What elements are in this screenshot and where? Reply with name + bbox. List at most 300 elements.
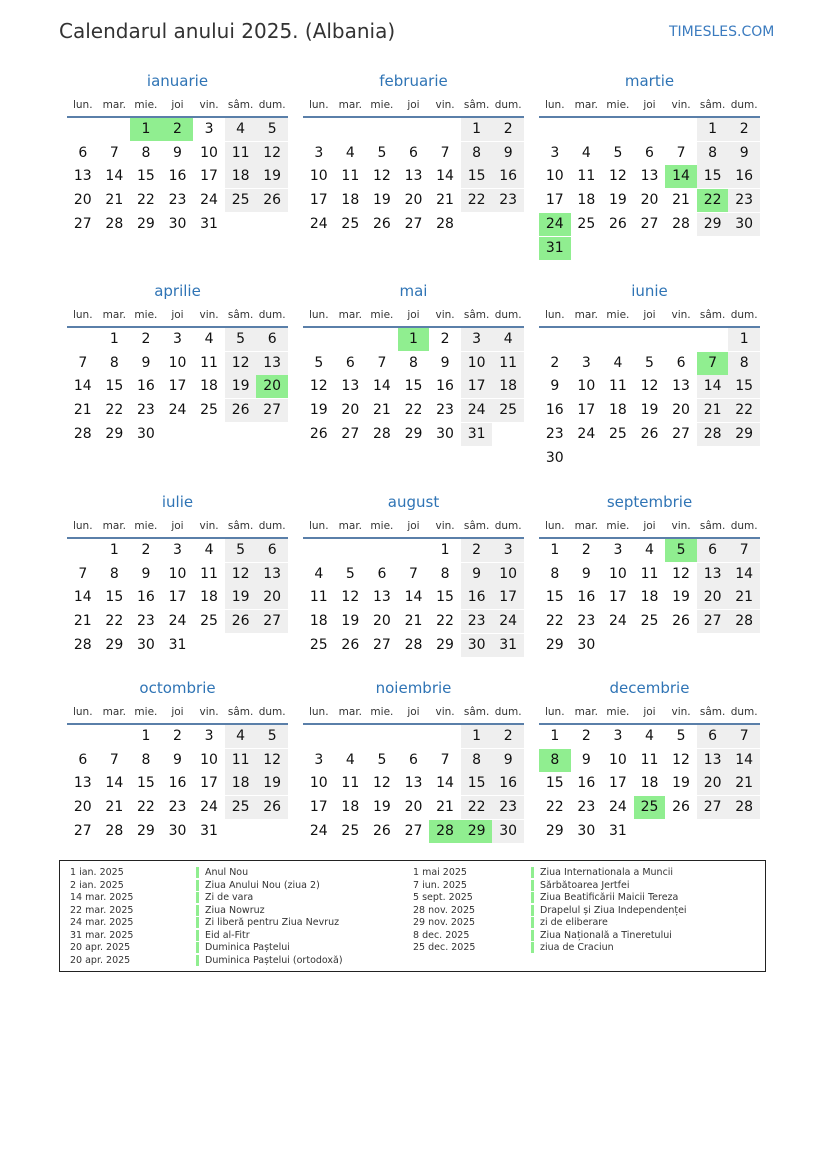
day-cell[interactable]: 17 xyxy=(492,586,524,609)
day-cell[interactable]: 19 xyxy=(608,192,627,209)
day-cell[interactable]: 16 xyxy=(136,378,155,395)
day-cell[interactable]: 17 xyxy=(608,775,627,792)
day-cell[interactable]: 29 xyxy=(136,215,155,232)
day-cell[interactable]: 12 xyxy=(256,749,288,772)
day-cell[interactable]: 15 xyxy=(461,772,493,795)
day-cell[interactable]: 1 xyxy=(398,328,430,351)
day-cell[interactable]: 27 xyxy=(672,425,690,442)
day-cell[interactable]: 7 xyxy=(676,144,686,161)
day-cell[interactable]: 8 xyxy=(697,142,729,165)
day-cell[interactable]: 19 xyxy=(672,589,690,606)
day-cell[interactable]: 19 xyxy=(225,586,257,609)
day-cell[interactable]: 13 xyxy=(73,168,92,185)
day-cell[interactable]: 9 xyxy=(581,565,591,582)
day-cell[interactable]: 13 xyxy=(73,775,92,792)
day-cell[interactable]: 20 xyxy=(73,799,92,816)
day-cell[interactable]: 10 xyxy=(545,168,564,185)
day-cell[interactable]: 15 xyxy=(461,165,493,188)
day-cell[interactable]: 17 xyxy=(608,589,627,606)
day-cell[interactable]: 2 xyxy=(440,331,450,347)
day-cell[interactable]: 24 xyxy=(461,399,493,422)
day-cell[interactable]: 6 xyxy=(409,751,418,768)
day-cell[interactable]: 8 xyxy=(461,749,493,772)
day-cell[interactable]: 5 xyxy=(345,565,355,582)
day-cell[interactable]: 9 xyxy=(141,565,151,582)
day-cell[interactable]: 21 xyxy=(697,399,729,422)
day-cell[interactable]: 15 xyxy=(436,589,454,606)
day-cell[interactable]: 9 xyxy=(141,354,151,371)
day-cell[interactable]: 23 xyxy=(136,402,155,419)
day-cell[interactable]: 20 xyxy=(341,402,360,419)
day-cell[interactable]: 1 xyxy=(550,542,560,558)
day-cell[interactable]: 3 xyxy=(581,354,591,371)
day-cell[interactable]: 2 xyxy=(492,725,524,748)
day-cell[interactable]: 4 xyxy=(204,542,214,558)
day-cell[interactable]: 13 xyxy=(256,352,288,375)
day-cell[interactable]: 8 xyxy=(440,565,450,582)
day-cell[interactable]: 17 xyxy=(545,192,564,209)
day-cell[interactable]: 10 xyxy=(577,378,596,395)
day-cell[interactable]: 14 xyxy=(105,775,124,792)
day-cell[interactable]: 17 xyxy=(168,589,187,606)
day-cell[interactable]: 24 xyxy=(168,613,187,630)
day-cell[interactable]: 30 xyxy=(577,636,596,653)
day-cell[interactable]: 24 xyxy=(539,213,571,236)
day-cell[interactable]: 3 xyxy=(550,144,560,161)
day-cell[interactable]: 23 xyxy=(168,799,187,816)
day-cell[interactable]: 4 xyxy=(581,144,591,161)
day-cell[interactable]: 19 xyxy=(640,402,659,419)
day-cell[interactable]: 9 xyxy=(492,142,524,165)
day-cell[interactable]: 14 xyxy=(436,168,454,185)
day-cell[interactable]: 21 xyxy=(728,586,760,609)
day-cell[interactable]: 10 xyxy=(309,168,328,185)
day-cell[interactable]: 11 xyxy=(341,168,360,185)
day-cell[interactable]: 6 xyxy=(256,539,288,562)
day-cell[interactable]: 20 xyxy=(256,375,288,398)
day-cell[interactable]: 1 xyxy=(550,728,560,744)
day-cell[interactable]: 15 xyxy=(404,378,423,395)
day-cell[interactable]: 3 xyxy=(204,121,214,137)
day-cell[interactable]: 4 xyxy=(345,751,355,768)
day-cell[interactable]: 30 xyxy=(461,634,493,657)
day-cell[interactable]: 15 xyxy=(136,775,155,792)
day-cell[interactable]: 16 xyxy=(577,589,596,606)
day-cell[interactable]: 29 xyxy=(136,822,155,839)
day-cell[interactable]: 29 xyxy=(697,213,729,236)
day-cell[interactable]: 26 xyxy=(640,425,659,442)
day-cell[interactable]: 29 xyxy=(461,820,493,843)
day-cell[interactable]: 3 xyxy=(204,728,214,744)
day-cell[interactable]: 3 xyxy=(613,728,623,744)
day-cell[interactable]: 29 xyxy=(728,423,760,446)
day-cell[interactable]: 3 xyxy=(314,144,324,161)
day-cell[interactable]: 27 xyxy=(256,399,288,422)
day-cell[interactable]: 21 xyxy=(372,402,391,419)
day-cell[interactable]: 25 xyxy=(492,399,524,422)
day-cell[interactable]: 5 xyxy=(314,354,324,371)
day-cell[interactable]: 3 xyxy=(314,751,324,768)
day-cell[interactable]: 6 xyxy=(676,354,686,371)
day-cell[interactable]: 16 xyxy=(728,165,760,188)
day-cell[interactable]: 22 xyxy=(404,402,423,419)
day-cell[interactable]: 25 xyxy=(200,402,218,419)
day-cell[interactable]: 4 xyxy=(492,328,524,351)
day-cell[interactable]: 1 xyxy=(141,728,151,744)
day-cell[interactable]: 31 xyxy=(608,822,627,839)
day-cell[interactable]: 1 xyxy=(109,331,119,347)
day-cell[interactable]: 18 xyxy=(225,772,257,795)
day-cell[interactable]: 20 xyxy=(672,402,690,419)
day-cell[interactable]: 3 xyxy=(173,542,182,558)
day-cell[interactable]: 9 xyxy=(440,354,450,371)
day-cell[interactable]: 29 xyxy=(105,425,124,442)
day-cell[interactable]: 16 xyxy=(492,165,524,188)
day-cell[interactable]: 3 xyxy=(173,331,182,347)
day-cell[interactable]: 23 xyxy=(168,192,187,209)
day-cell[interactable]: 27 xyxy=(73,215,92,232)
day-cell[interactable]: 28 xyxy=(73,636,92,653)
day-cell[interactable]: 23 xyxy=(492,796,524,819)
day-cell[interactable]: 19 xyxy=(256,772,288,795)
day-cell[interactable]: 4 xyxy=(204,331,214,347)
day-cell[interactable]: 3 xyxy=(492,539,524,562)
day-cell[interactable]: 24 xyxy=(309,822,328,839)
day-cell[interactable]: 30 xyxy=(577,822,596,839)
day-cell[interactable]: 22 xyxy=(697,189,729,212)
day-cell[interactable]: 8 xyxy=(109,565,119,582)
day-cell[interactable]: 26 xyxy=(225,610,257,633)
day-cell[interactable]: 13 xyxy=(640,168,659,185)
day-cell[interactable]: 19 xyxy=(672,775,690,792)
day-cell[interactable]: 24 xyxy=(168,402,187,419)
day-cell[interactable]: 18 xyxy=(225,165,257,188)
day-cell[interactable]: 5 xyxy=(225,328,257,351)
day-cell[interactable]: 24 xyxy=(200,192,218,209)
day-cell[interactable]: 5 xyxy=(613,144,623,161)
day-cell[interactable]: 26 xyxy=(225,399,257,422)
day-cell[interactable]: 1 xyxy=(440,542,450,558)
day-cell[interactable]: 24 xyxy=(200,799,218,816)
day-cell[interactable]: 28 xyxy=(73,425,92,442)
day-cell[interactable]: 30 xyxy=(545,449,564,466)
day-cell[interactable]: 18 xyxy=(309,613,328,630)
day-cell[interactable]: 14 xyxy=(404,589,423,606)
day-cell[interactable]: 11 xyxy=(608,378,627,395)
day-cell[interactable]: 17 xyxy=(309,192,328,209)
day-cell[interactable]: 8 xyxy=(728,352,760,375)
day-cell[interactable]: 31 xyxy=(168,636,187,653)
day-cell[interactable]: 21 xyxy=(404,613,423,630)
day-cell[interactable]: 21 xyxy=(105,192,124,209)
day-cell[interactable]: 6 xyxy=(78,751,88,768)
day-cell[interactable]: 31 xyxy=(200,215,218,232)
day-cell[interactable]: 20 xyxy=(73,192,92,209)
day-cell[interactable]: 21 xyxy=(672,192,690,209)
day-cell[interactable]: 20 xyxy=(404,799,423,816)
day-cell[interactable]: 12 xyxy=(608,168,627,185)
day-cell[interactable]: 2 xyxy=(581,728,591,744)
day-cell[interactable]: 7 xyxy=(377,354,387,371)
day-cell[interactable]: 18 xyxy=(492,375,524,398)
day-cell[interactable]: 30 xyxy=(436,425,454,442)
day-cell[interactable]: 8 xyxy=(141,144,151,161)
day-cell[interactable]: 22 xyxy=(136,799,155,816)
day-cell[interactable]: 30 xyxy=(492,820,524,843)
day-cell[interactable]: 5 xyxy=(645,354,654,371)
day-cell[interactable]: 31 xyxy=(200,822,218,839)
day-cell[interactable]: 20 xyxy=(372,613,391,630)
day-cell[interactable]: 15 xyxy=(105,589,124,606)
day-cell[interactable]: 26 xyxy=(309,425,328,442)
day-cell[interactable]: 27 xyxy=(697,796,729,819)
day-cell[interactable]: 12 xyxy=(341,589,360,606)
day-cell[interactable]: 19 xyxy=(341,613,360,630)
day-cell[interactable]: 13 xyxy=(697,563,729,586)
day-cell[interactable]: 8 xyxy=(409,354,418,371)
day-cell[interactable]: 19 xyxy=(225,375,257,398)
day-cell[interactable]: 12 xyxy=(372,168,391,185)
day-cell[interactable]: 8 xyxy=(141,751,151,768)
day-cell[interactable]: 6 xyxy=(377,565,387,582)
day-cell[interactable]: 21 xyxy=(105,799,124,816)
day-cell[interactable]: 26 xyxy=(672,799,690,816)
day-cell[interactable]: 14 xyxy=(73,378,92,395)
day-cell[interactable]: 18 xyxy=(640,775,659,792)
day-cell[interactable]: 25 xyxy=(577,215,596,232)
day-cell[interactable]: 26 xyxy=(372,822,391,839)
day-cell[interactable]: 28 xyxy=(672,215,690,232)
day-cell[interactable]: 16 xyxy=(436,378,454,395)
day-cell[interactable]: 28 xyxy=(105,822,124,839)
day-cell[interactable]: 20 xyxy=(256,586,288,609)
day-cell[interactable]: 24 xyxy=(608,613,627,630)
day-cell[interactable]: 28 xyxy=(728,610,760,633)
day-cell[interactable]: 16 xyxy=(492,772,524,795)
day-cell[interactable]: 18 xyxy=(640,589,659,606)
day-cell[interactable]: 10 xyxy=(168,565,187,582)
day-cell[interactable]: 10 xyxy=(309,775,328,792)
day-cell[interactable]: 10 xyxy=(168,354,187,371)
day-cell[interactable]: 3 xyxy=(613,542,623,558)
day-cell[interactable]: 28 xyxy=(105,215,124,232)
day-cell[interactable]: 17 xyxy=(200,168,218,185)
day-cell[interactable]: 16 xyxy=(136,589,155,606)
day-cell[interactable]: 21 xyxy=(728,772,760,795)
day-cell[interactable]: 29 xyxy=(436,636,454,653)
day-cell[interactable]: 25 xyxy=(225,796,257,819)
day-cell[interactable]: 13 xyxy=(372,589,391,606)
day-cell[interactable]: 11 xyxy=(200,565,218,582)
day-cell[interactable]: 28 xyxy=(436,215,454,232)
day-cell[interactable]: 27 xyxy=(640,215,659,232)
day-cell[interactable]: 14 xyxy=(372,378,391,395)
day-cell[interactable]: 22 xyxy=(436,613,454,630)
day-cell[interactable]: 7 xyxy=(440,751,450,768)
day-cell[interactable]: 26 xyxy=(256,189,288,212)
day-cell[interactable]: 14 xyxy=(105,168,124,185)
day-cell[interactable]: 12 xyxy=(672,751,690,768)
day-cell[interactable]: 25 xyxy=(309,636,328,653)
day-cell[interactable]: 18 xyxy=(341,799,360,816)
day-cell[interactable]: 16 xyxy=(168,775,187,792)
day-cell[interactable]: 14 xyxy=(436,775,454,792)
day-cell[interactable]: 5 xyxy=(665,539,697,562)
day-cell[interactable]: 15 xyxy=(728,375,760,398)
day-cell[interactable]: 29 xyxy=(545,636,564,653)
day-cell[interactable]: 11 xyxy=(309,589,328,606)
day-cell[interactable]: 8 xyxy=(461,142,493,165)
day-cell[interactable]: 10 xyxy=(461,352,493,375)
day-cell[interactable]: 7 xyxy=(728,725,760,748)
day-cell[interactable]: 11 xyxy=(577,168,596,185)
day-cell[interactable]: 24 xyxy=(492,610,524,633)
day-cell[interactable]: 5 xyxy=(377,751,387,768)
day-cell[interactable]: 6 xyxy=(697,539,729,562)
day-cell[interactable]: 25 xyxy=(341,215,360,232)
day-cell[interactable]: 12 xyxy=(372,775,391,792)
day-cell[interactable]: 12 xyxy=(225,563,257,586)
day-cell[interactable]: 2 xyxy=(461,539,493,562)
day-cell[interactable]: 11 xyxy=(640,565,659,582)
day-cell[interactable]: 24 xyxy=(608,799,627,816)
day-cell[interactable]: 11 xyxy=(341,775,360,792)
day-cell[interactable]: 29 xyxy=(545,822,564,839)
day-cell[interactable]: 8 xyxy=(539,749,571,772)
day-cell[interactable]: 27 xyxy=(372,636,391,653)
day-cell[interactable]: 16 xyxy=(461,586,493,609)
day-cell[interactable]: 6 xyxy=(645,144,654,161)
day-cell[interactable]: 22 xyxy=(461,189,493,212)
day-cell[interactable]: 27 xyxy=(697,610,729,633)
day-cell[interactable]: 22 xyxy=(105,613,124,630)
day-cell[interactable]: 23 xyxy=(545,425,564,442)
day-cell[interactable]: 12 xyxy=(309,378,328,395)
day-cell[interactable]: 21 xyxy=(436,799,454,816)
day-cell[interactable]: 28 xyxy=(728,796,760,819)
day-cell[interactable]: 16 xyxy=(168,168,187,185)
day-cell[interactable]: 21 xyxy=(73,402,92,419)
day-cell[interactable]: 17 xyxy=(168,378,187,395)
day-cell[interactable]: 1 xyxy=(130,118,162,141)
day-cell[interactable]: 23 xyxy=(577,799,596,816)
day-cell[interactable]: 3 xyxy=(461,328,493,351)
day-cell[interactable]: 1 xyxy=(461,725,493,748)
day-cell[interactable]: 26 xyxy=(341,636,360,653)
day-cell[interactable]: 6 xyxy=(697,725,729,748)
day-cell[interactable]: 5 xyxy=(256,725,288,748)
day-cell[interactable]: 27 xyxy=(404,215,423,232)
day-cell[interactable]: 12 xyxy=(256,142,288,165)
day-cell[interactable]: 15 xyxy=(136,168,155,185)
day-cell[interactable]: 27 xyxy=(73,822,92,839)
day-cell[interactable]: 4 xyxy=(314,565,324,582)
day-cell[interactable]: 14 xyxy=(665,165,697,188)
day-cell[interactable]: 26 xyxy=(372,215,391,232)
day-cell[interactable]: 14 xyxy=(73,589,92,606)
day-cell[interactable]: 18 xyxy=(577,192,596,209)
day-cell[interactable]: 23 xyxy=(136,613,155,630)
day-cell[interactable]: 27 xyxy=(341,425,360,442)
day-cell[interactable]: 7 xyxy=(697,352,729,375)
day-cell[interactable]: 2 xyxy=(173,728,182,744)
day-cell[interactable]: 15 xyxy=(545,589,564,606)
day-cell[interactable]: 25 xyxy=(200,613,218,630)
day-cell[interactable]: 25 xyxy=(225,189,257,212)
day-cell[interactable]: 7 xyxy=(78,354,88,371)
day-cell[interactable]: 20 xyxy=(640,192,659,209)
day-cell[interactable]: 17 xyxy=(200,775,218,792)
day-cell[interactable]: 17 xyxy=(461,375,493,398)
day-cell[interactable]: 7 xyxy=(440,144,450,161)
day-cell[interactable]: 19 xyxy=(309,402,328,419)
day-cell[interactable]: 18 xyxy=(608,402,627,419)
day-cell[interactable]: 6 xyxy=(409,144,418,161)
day-cell[interactable]: 22 xyxy=(545,613,564,630)
day-cell[interactable]: 27 xyxy=(404,822,423,839)
day-cell[interactable]: 28 xyxy=(372,425,391,442)
day-cell[interactable]: 30 xyxy=(168,215,187,232)
day-cell[interactable]: 13 xyxy=(672,378,690,395)
day-cell[interactable]: 5 xyxy=(676,728,686,744)
day-cell[interactable]: 10 xyxy=(608,565,627,582)
day-cell[interactable]: 11 xyxy=(640,751,659,768)
day-cell[interactable]: 4 xyxy=(345,144,355,161)
day-cell[interactable]: 1 xyxy=(461,118,493,141)
day-cell[interactable]: 14 xyxy=(697,375,729,398)
day-cell[interactable]: 22 xyxy=(105,402,124,419)
day-cell[interactable]: 12 xyxy=(225,352,257,375)
day-cell[interactable]: 12 xyxy=(640,378,659,395)
day-cell[interactable]: 20 xyxy=(697,586,729,609)
day-cell[interactable]: 26 xyxy=(608,215,627,232)
day-cell[interactable]: 19 xyxy=(256,165,288,188)
day-cell[interactable]: 17 xyxy=(309,799,328,816)
day-cell[interactable]: 15 xyxy=(545,775,564,792)
day-cell[interactable]: 17 xyxy=(577,402,596,419)
day-cell[interactable]: 13 xyxy=(404,168,423,185)
day-cell[interactable]: 7 xyxy=(409,565,418,582)
day-cell[interactable]: 8 xyxy=(109,354,119,371)
day-cell[interactable]: 23 xyxy=(436,402,454,419)
day-cell[interactable]: 23 xyxy=(492,189,524,212)
day-cell[interactable]: 22 xyxy=(728,399,760,422)
day-cell[interactable]: 4 xyxy=(613,354,623,371)
day-cell[interactable]: 20 xyxy=(404,192,423,209)
day-cell[interactable]: 24 xyxy=(577,425,596,442)
day-cell[interactable]: 2 xyxy=(550,354,560,371)
day-cell[interactable]: 1 xyxy=(697,118,729,141)
day-cell[interactable]: 9 xyxy=(728,142,760,165)
day-cell[interactable]: 10 xyxy=(200,751,218,768)
day-cell[interactable]: 4 xyxy=(225,118,257,141)
day-cell[interactable]: 2 xyxy=(141,542,151,558)
day-cell[interactable]: 28 xyxy=(429,820,461,843)
day-cell[interactable]: 31 xyxy=(461,423,493,446)
day-cell[interactable]: 26 xyxy=(256,796,288,819)
day-cell[interactable]: 9 xyxy=(492,749,524,772)
day-cell[interactable]: 15 xyxy=(697,165,729,188)
day-cell[interactable]: 12 xyxy=(672,565,690,582)
day-cell[interactable]: 20 xyxy=(697,772,729,795)
day-cell[interactable]: 23 xyxy=(728,189,760,212)
day-cell[interactable]: 18 xyxy=(200,378,218,395)
day-cell[interactable]: 25 xyxy=(341,822,360,839)
day-cell[interactable]: 29 xyxy=(105,636,124,653)
day-cell[interactable]: 14 xyxy=(728,563,760,586)
day-cell[interactable]: 21 xyxy=(436,192,454,209)
day-cell[interactable]: 7 xyxy=(728,539,760,562)
